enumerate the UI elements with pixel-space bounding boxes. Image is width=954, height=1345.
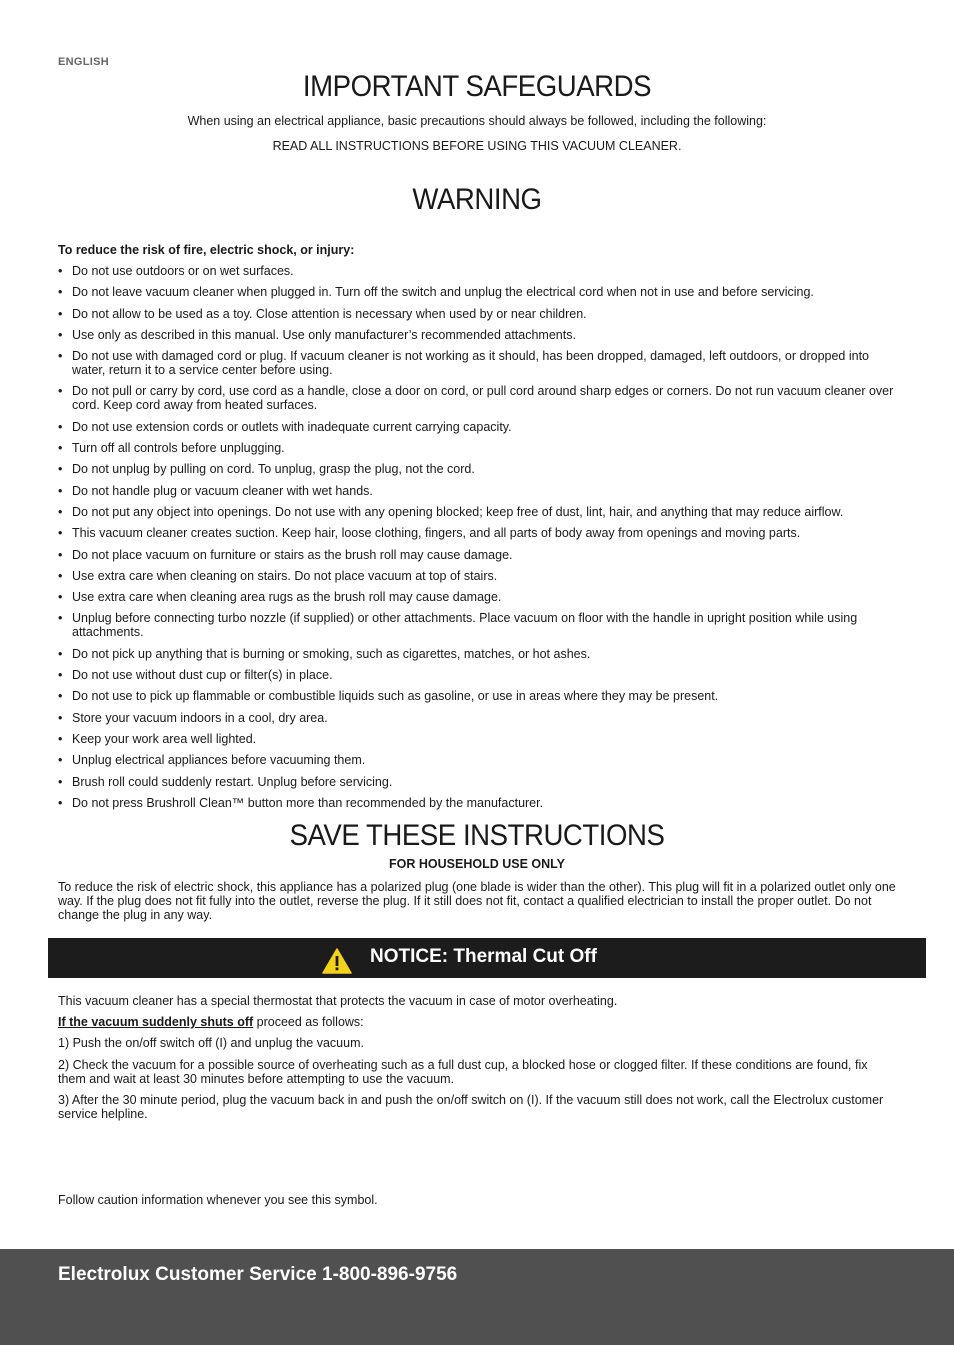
warning-list-item: • Do not handle plug or vacuum cleaner with wet hands. [58, 484, 898, 498]
shutoff-label: If the vacuum suddenly shuts off [58, 1015, 254, 1029]
warning-list-item: • This vacuum cleaner creates suction. Keep hair, loose clothing, fingers, and all parts of body away from openings and moving parts. [58, 526, 898, 540]
safeguards-intro: When using an electrical appliance, basic precautions should always be followed, including the following: [187, 114, 767, 128]
warning-list-item: • Use extra care when cleaning on stairs. Do not place vacuum at top of stairs. [58, 569, 898, 583]
warning-list-item: • Keep your work area well lighted. [58, 732, 898, 746]
warning-list-item: • Do not put any object into openings. Do not use with any opening blocked; keep free of dust, lint, hair, and anything that may reduce airflow. [58, 505, 898, 519]
shutoff-line [58, 1015, 898, 1029]
warning-list-item: • Do not allow to be used as a toy. Close attention is necessary when used by or near children. [58, 307, 898, 321]
warning-list-item: • Do not press Brushroll Clean™ button more than recommended by the manufacturer. [58, 796, 898, 810]
safeguards-title: IMPORTANT SAFEGUARDS [302, 70, 652, 103]
warning-list-item: • Do not unplug by pulling on cord. To unplug, grasp the plug, not the cord. [58, 462, 898, 476]
warning-list-item: • Brush roll could suddenly restart. Unplug before servicing. [58, 775, 898, 789]
warning-list-item: • Do not use extension cords or outlets with inadequate current carrying capacity. [58, 420, 898, 434]
warning-list-item: • Do not use with damaged cord or plug. If vacuum cleaner is not working as it should, has been dropped, damaged, left outdoors, or dropped into water, return it to a service center before using. [58, 349, 898, 377]
warning-list-item: • Do not pick up anything that is burning or smoking, such as cigarettes, matches, or hot ashes. [58, 647, 898, 661]
notice-title: NOTICE: Thermal Cut Off [370, 946, 597, 967]
warning-intro: To reduce the risk of fire, electric shock, or injury: [58, 243, 355, 257]
caution-text: Follow caution information whenever you see this symbol. [58, 1193, 378, 1207]
warning-list-item: • Use only as described in this manual. Use only manufacturer’s recommended attachments. [58, 328, 898, 342]
save-instructions-title: SAVE THESE INSTRUCTIONS [289, 819, 665, 852]
warning-list-item: • Do not place vacuum on furniture or stairs as the brush roll may cause damage. [58, 548, 898, 562]
household-use-label: FOR HOUSEHOLD USE ONLY [389, 857, 565, 871]
warning-list-item: • Do not leave vacuum cleaner when plugged in. Turn off the switch and unplug the electrical cord when not in use and before servicing. [58, 285, 898, 299]
warning-list-item: • Do not use without dust cup or filter(s) in place. [58, 668, 898, 682]
read-instructions-line: READ ALL INSTRUCTIONS BEFORE USING THIS VACUUM CLEANER. [272, 139, 682, 153]
customer-service-text: Electrolux Customer Service 1-800-896-9756 [58, 1264, 458, 1285]
step-1: 1) Push the on/off switch off (I) and unplug the vacuum. [58, 1036, 364, 1050]
language-label: ENGLISH [58, 56, 109, 68]
warning-list-item: • Unplug electrical appliances before vacuuming them. [58, 753, 898, 767]
warning-list [58, 264, 898, 817]
warning-list-item: • Unplug before connecting turbo nozzle (if supplied) or other attachments. Place vacuum on floor with the handle in upright position while using attachments. [58, 611, 898, 639]
warning-list-item: • Use extra care when cleaning area rugs as the brush roll may cause damage. [58, 590, 898, 604]
warning-triangle-icon [322, 948, 352, 974]
step-3: 3) After the 30 minute period, plug the vacuum back in and push the on/off switch on (I). If the vacuum still does not work, call the Electrolux customer service helpline. [58, 1093, 884, 1121]
warning-list-item: • Turn off all controls before unplugging. [58, 441, 898, 455]
warning-list-item: • Store your vacuum indoors in a cool, dry area. [58, 711, 898, 725]
warning-list-item: • Do not use to pick up flammable or combustible liquids such as gasoline, or use in areas where they may be present. [58, 689, 898, 703]
shutoff-rest: proceed as follows: [253, 1015, 364, 1029]
thermostat-text: This vacuum cleaner has a special thermostat that protects the vacuum in case of motor overheating. [58, 994, 618, 1008]
warning-title: WARNING [412, 183, 542, 216]
polarized-plug-text: To reduce the risk of electric shock, this appliance has a polarized plug (one blade is wider than the other). This plug will fit in a polarized outlet only one way. If the plug does not fit fully into the outlet, reverse the plug. If it still does not fit, contact a qualified electrician to install the proper outlet. Do not change the plug in any way. [58, 880, 896, 922]
warning-list-item: • Do not use outdoors or on wet surfaces. [58, 264, 898, 278]
step-2: 2) Check the vacuum for a possible source of overheating such as a full dust cup, a blocked hose or clogged filter. If these conditions are found, fix them and wait at least 30 minutes before attempting to use the vacuum. [58, 1058, 868, 1086]
warning-list-item: • Do not pull or carry by cord, use cord as a handle, close a door on cord, or pull cord around sharp edges or corners. Do not run vacuum cleaner over cord. Keep cord away from heated surfaces. [58, 384, 898, 412]
